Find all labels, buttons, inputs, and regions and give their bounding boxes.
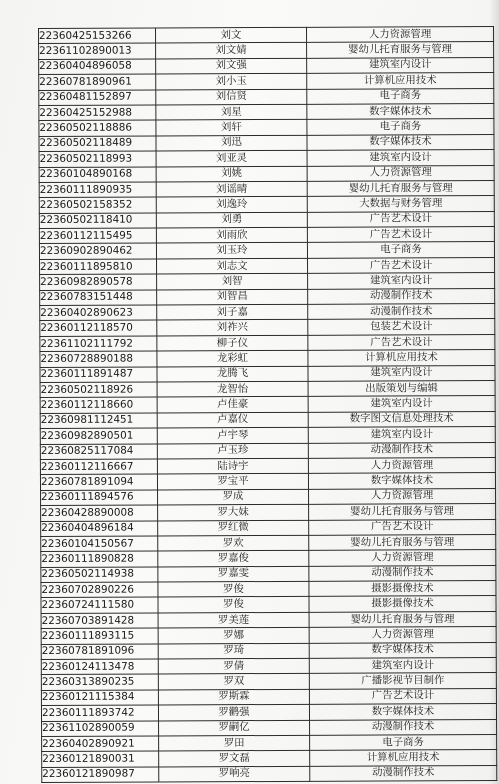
student-name-cell: 刘子嘉 <box>157 304 308 320</box>
major-cell: 婴幼儿托育服务与管理 <box>309 504 496 520</box>
student-id-cell: 22360425152988 <box>39 105 156 121</box>
student-name-cell: 罗欢 <box>158 535 309 551</box>
student-id-cell: 22360313890235 <box>41 674 158 690</box>
major-cell: 建筑室内设计 <box>309 658 496 674</box>
student-id-cell: 22360728890188 <box>40 351 157 367</box>
student-name-cell: 罗嗣亿 <box>159 720 310 736</box>
student-id-cell: 22360702890226 <box>41 582 158 598</box>
student-name-cell: 柳子仪 <box>157 335 308 351</box>
student-name-cell: 刘迅 <box>156 135 307 151</box>
student-id-cell: 22360825117084 <box>40 444 157 460</box>
student-id-cell: 22360781891094 <box>40 474 157 490</box>
student-name-cell: 刘文强 <box>156 58 307 74</box>
student-id-cell: 22360404896058 <box>39 59 156 75</box>
student-name-cell: 卢嘉仪 <box>157 412 308 428</box>
student-id-cell: 22360481152897 <box>39 90 156 106</box>
major-cell: 婴幼儿托育服务与管理 <box>307 180 494 196</box>
student-id-cell: 22360111894576 <box>41 490 158 506</box>
student-name-cell: 罗田 <box>159 735 310 751</box>
student-id-cell: 22360104890168 <box>39 167 156 183</box>
student-id-cell: 22360502118993 <box>39 151 156 167</box>
major-cell: 摄影摄像技术 <box>309 596 496 612</box>
major-cell: 建筑室内设计 <box>308 396 495 412</box>
student-id-cell: 22360428890008 <box>41 505 158 521</box>
student-name-cell: 刘逸玲 <box>156 197 307 213</box>
roster-body <box>39 27 497 783</box>
major-cell: 数字媒体技术 <box>307 134 494 150</box>
student-id-cell: 22361102890059 <box>42 721 159 737</box>
major-cell: 婴幼儿托育服务与管理 <box>309 611 496 627</box>
major-cell: 电子商务 <box>307 119 494 135</box>
student-id-cell: 22360703891428 <box>41 613 158 629</box>
student-name-cell: 罗娜 <box>158 628 309 644</box>
major-cell: 建筑室内设计 <box>308 273 495 289</box>
student-id-cell: 22360502118886 <box>39 120 156 136</box>
major-cell: 建筑室内设计 <box>307 57 494 73</box>
student-id-cell: 22360982890501 <box>40 428 157 444</box>
student-id-cell: 22360724111580 <box>41 597 158 613</box>
student-id-cell: 22360112115495 <box>39 228 156 244</box>
major-cell: 动漫制作技术 <box>310 765 497 781</box>
major-cell: 电子商务 <box>307 88 494 104</box>
student-name-cell: 刘信贤 <box>156 89 307 105</box>
student-id-cell: 22360502114938 <box>41 567 158 583</box>
student-id-cell: 22360502118926 <box>40 382 157 398</box>
major-cell: 计算机应用技术 <box>307 73 494 89</box>
student-id-cell: 22360982890578 <box>40 274 157 290</box>
major-cell: 人力资源管理 <box>309 550 496 566</box>
major-cell: 计算机应用技术 <box>310 750 497 766</box>
major-cell: 广告艺术设计 <box>308 334 495 350</box>
major-cell: 建筑室内设计 <box>308 427 495 443</box>
major-cell: 动漫制作技术 <box>310 719 497 735</box>
major-cell: 数字媒体技术 <box>309 704 496 720</box>
student-name-cell: 刘勇 <box>156 212 307 228</box>
student-id-cell: 22360121890987 <box>42 767 159 783</box>
student-id-cell: 22360111893742 <box>41 705 158 721</box>
student-id-cell: 22360781890961 <box>39 74 156 90</box>
student-roster-table <box>38 26 497 783</box>
student-id-cell: 22360121115384 <box>41 690 158 706</box>
student-name-cell: 罗俊 <box>158 581 309 597</box>
student-name-cell: 罗倩 <box>158 658 309 674</box>
student-id-cell: 22361102890013 <box>39 43 156 59</box>
student-id-cell: 22360111890828 <box>41 551 158 567</box>
major-cell: 广告艺术设计 <box>307 211 494 227</box>
major-cell: 计算机应用技术 <box>308 350 495 366</box>
student-id-cell: 22360121890031 <box>42 751 159 767</box>
student-id-cell: 22360902890462 <box>39 243 156 259</box>
major-cell: 广告艺术设计 <box>307 227 494 243</box>
major-cell: 人力资源管理 <box>306 27 493 43</box>
major-cell: 广告艺术设计 <box>309 519 496 535</box>
major-cell: 建筑室内设计 <box>307 150 494 166</box>
student-name-cell: 刘雨欣 <box>156 227 307 243</box>
student-id-cell: 22360783151448 <box>40 290 157 306</box>
major-cell: 人力资源管理 <box>308 457 495 473</box>
student-id-cell: 22360124113478 <box>41 659 158 675</box>
major-cell: 广播影视节目制作 <box>309 673 496 689</box>
major-cell: 电子商务 <box>307 242 494 258</box>
student-id-cell: 22360981112451 <box>40 413 157 429</box>
student-id-cell: 22360112116667 <box>40 459 157 475</box>
major-cell: 婴幼儿托育服务与管理 <box>309 534 496 550</box>
student-name-cell: 罗鹳强 <box>158 705 309 721</box>
major-cell: 人力资源管理 <box>309 488 496 504</box>
student-id-cell: 22360112118570 <box>40 320 157 336</box>
major-cell: 大数据与财务管理 <box>307 196 494 212</box>
student-id-cell: 22360111890935 <box>39 182 156 198</box>
major-cell: 包装艺术设计 <box>308 319 495 335</box>
student-name-cell: 刘星 <box>156 104 307 120</box>
student-name-cell: 陆诗宇 <box>157 458 308 474</box>
major-cell: 动漫制作技术 <box>308 442 495 458</box>
student-name-cell: 刘智 <box>157 274 308 290</box>
student-name-cell: 罗琦 <box>158 643 309 659</box>
major-cell: 人力资源管理 <box>307 165 494 181</box>
major-cell: 广告艺术设计 <box>308 257 495 273</box>
major-cell: 摄影摄像技术 <box>309 581 496 597</box>
student-name-cell: 刘轩 <box>156 120 307 136</box>
student-id-cell: 22360404896184 <box>41 520 158 536</box>
student-id-cell: 22360402890623 <box>40 305 157 321</box>
student-name-cell: 罗响亮 <box>159 766 310 782</box>
student-name-cell: 刘志文 <box>157 258 308 274</box>
student-id-cell: 22360502118489 <box>39 136 156 152</box>
student-name-cell: 刘谣晴 <box>156 181 307 197</box>
student-id-cell: 22360112118660 <box>40 397 157 413</box>
student-name-cell: 罗双 <box>158 674 309 690</box>
student-name-cell: 刘文婧 <box>156 43 307 59</box>
major-cell: 人力资源管理 <box>309 627 496 643</box>
major-cell: 动漫制作技术 <box>308 304 495 320</box>
student-name-cell: 刘亚灵 <box>156 150 307 166</box>
student-name-cell: 刘姚 <box>156 166 307 182</box>
major-cell: 出版策划与编辑 <box>308 380 495 396</box>
major-cell: 广告艺术设计 <box>309 688 496 704</box>
student-id-cell: 22360111895810 <box>40 259 157 275</box>
major-cell: 数字媒体技术 <box>309 642 496 658</box>
student-name-cell: 罗文磊 <box>159 751 310 767</box>
student-name-cell: 卢玉珍 <box>157 443 308 459</box>
student-id-cell: 22360104150567 <box>41 536 158 552</box>
major-cell: 建筑室内设计 <box>308 365 495 381</box>
major-cell: 电子商务 <box>310 734 497 750</box>
student-id-cell: 22360425153266 <box>39 28 156 44</box>
student-name-cell: 卢佳豪 <box>157 397 308 413</box>
student-name-cell: 刘智昌 <box>157 289 308 305</box>
student-name-cell: 龙智怡 <box>157 381 308 397</box>
student-name-cell: 刘祚兴 <box>157 320 308 336</box>
student-id-cell: 22360502158352 <box>39 197 156 213</box>
student-id-cell: 22360111893115 <box>41 628 158 644</box>
student-name-cell: 卢宇琴 <box>157 427 308 443</box>
student-name-cell: 罗斯霖 <box>158 689 309 705</box>
student-name-cell: 罗嘉俊 <box>158 551 309 567</box>
major-cell: 婴幼儿托育服务与管理 <box>307 42 494 58</box>
student-name-cell: 刘玉玲 <box>156 243 307 259</box>
student-name-cell: 龙腾飞 <box>157 366 308 382</box>
student-name-cell: 龙彩虹 <box>157 351 308 367</box>
student-name-cell: 罗红微 <box>158 520 309 536</box>
major-cell: 数字媒体技术 <box>308 473 495 489</box>
student-name-cell: 刘小玉 <box>156 73 307 89</box>
student-name-cell: 罗俊 <box>158 597 309 613</box>
major-cell: 动漫制作技术 <box>308 288 495 304</box>
student-name-cell: 罗嘉雯 <box>158 566 309 582</box>
major-cell: 数字图文信息处理技术 <box>308 411 495 427</box>
student-id-cell: 22360111891487 <box>40 367 157 383</box>
student-name-cell: 罗成 <box>158 489 309 505</box>
student-name-cell: 罗美莲 <box>158 612 309 628</box>
major-cell: 动漫制作技术 <box>309 565 496 581</box>
student-id-cell: 22360402890921 <box>42 736 159 752</box>
student-id-cell: 22361102111792 <box>40 336 157 352</box>
student-name-cell: 罗宝平 <box>157 474 308 490</box>
student-name-cell: 刘文 <box>156 27 307 43</box>
table-row <box>42 765 497 782</box>
student-name-cell: 罗大妹 <box>158 504 309 520</box>
major-cell: 数字媒体技术 <box>307 103 494 119</box>
student-id-cell: 22360502118410 <box>39 213 156 229</box>
student-id-cell: 22360781891096 <box>41 644 158 660</box>
